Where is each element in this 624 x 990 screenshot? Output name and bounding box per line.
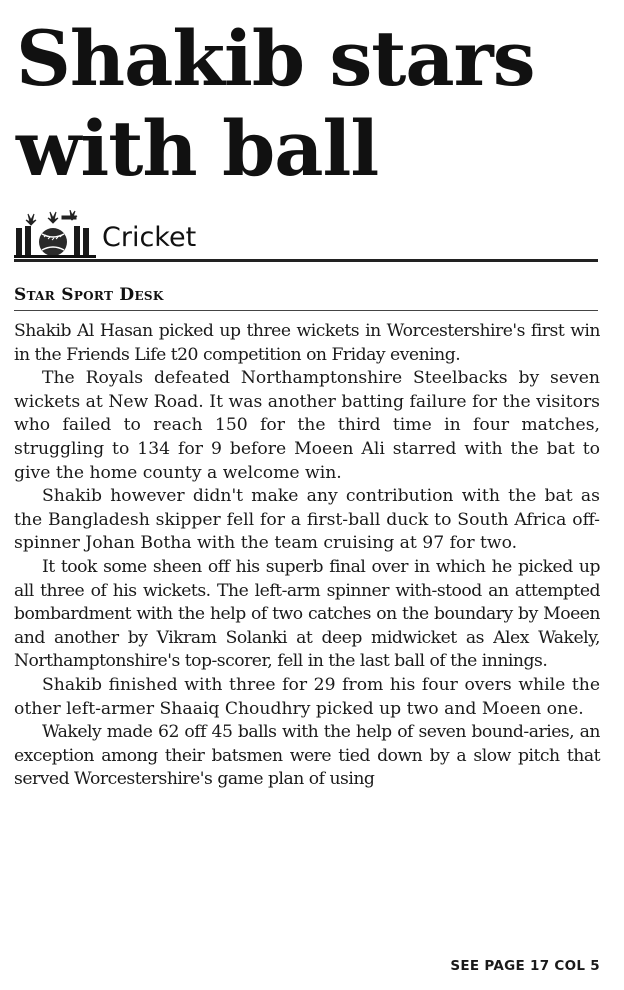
paragraph: Shakib however didn't make any contribution with the bat as the Bangladesh skipper fell for a first-ball duck to South Africa off-spinner Johan Botha with the team cruising at 97 for two.: [14, 486, 600, 554]
cricket-stumps-ball-icon: [14, 210, 96, 258]
article-body: [14, 320, 600, 792]
byline-divider: [14, 310, 598, 311]
section-divider: [14, 259, 598, 262]
paragraph: It took some sheen off his superb final over in which he picked up all three of his wickets. The left-arm spinner with-stood an attempted bombardment with the help of two catches on the boundary by Moeen and another by Vikram Solanki at deep midwicket as Alex Wakely, Northamptonshire's top-scorer, fell in the last ball of the innings.: [14, 556, 600, 672]
paragraph: Wakely made 62 off 45 balls with the help of seven bound-aries, an exception among their batsmen were tied down by a slow pitch that served Worcestershire's game plan of using: [14, 722, 600, 790]
continued-on-jump-line: SEE PAGE 17 COL 5: [450, 958, 600, 974]
section-header: [14, 210, 598, 260]
headline: Shakib stars with ball: [16, 14, 535, 193]
paragraph: The Royals defeated Northamptonshire Steelbacks by seven wickets at New Road. It was another batting failure for the visitors who failed to reach 150 for the third time in four matches, struggling to 134 for 9 before Moeen Ali starred with the bat to give the home county a welcome win.: [14, 368, 600, 483]
byline: Star Sport Desk: [14, 285, 164, 305]
paragraph: Shakib finished with three for 29 from his four overs while the other left-armer Shaaiq Choudhry picked up two and Moeen one.: [14, 674, 600, 719]
paragraph: Shakib Al Hasan picked up three wickets in Worcestershire's first win in the Friends Life t20 competition on Friday evening.: [14, 321, 600, 365]
section-label: Cricket: [102, 222, 197, 253]
